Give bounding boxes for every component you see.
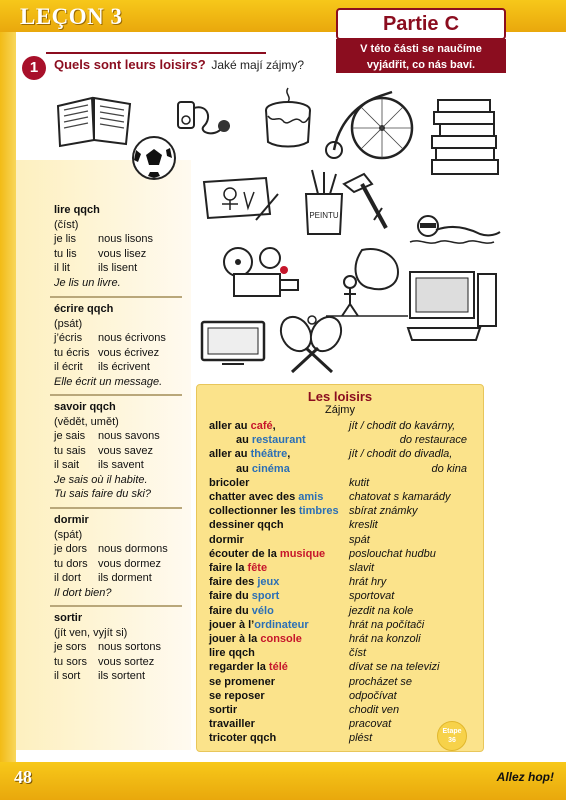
loisir-czech: jít / chodit do divadla, xyxy=(349,448,453,461)
loisir-french xyxy=(209,731,276,745)
loisir-french-part: , xyxy=(272,420,276,432)
loisir-french xyxy=(236,433,306,447)
section-title xyxy=(54,57,304,72)
conjugation-singular: tu écris xyxy=(54,346,90,359)
loisir-keyword: théâtre xyxy=(250,448,288,461)
conjugation-singular: tu sais xyxy=(54,444,86,457)
book-icon xyxy=(54,92,134,148)
loisir-french-part: dessiner qqch xyxy=(209,519,284,532)
loisir-czech: kutit xyxy=(349,476,370,489)
loisir-french-part: au xyxy=(236,434,252,447)
loisir-row xyxy=(209,490,479,504)
loisir-french-part: sortir xyxy=(209,704,238,716)
loisir-french-part: dormir xyxy=(209,533,244,546)
bicycle-icon xyxy=(322,88,422,160)
conjugation-singular: je lis xyxy=(54,233,77,245)
loisir-czech: odpočívat xyxy=(349,689,397,702)
conjugation-translation: (vědět, umět) xyxy=(54,415,119,428)
partie-label xyxy=(336,8,506,40)
tennis-rackets-icon xyxy=(274,314,354,374)
conjugation-translation: (spát) xyxy=(54,528,83,541)
partie-word: Partie xyxy=(382,13,439,35)
loisir-keyword: vélo xyxy=(251,604,274,617)
loisir-czech: dívat se na televizi xyxy=(349,661,440,674)
conjugation-plural: ils dorment xyxy=(98,572,152,584)
conjugation-divider xyxy=(50,296,182,298)
conjugation-row xyxy=(54,655,184,670)
section-number: 1 xyxy=(22,56,46,80)
loisir-french-part: aller au xyxy=(209,448,251,461)
conjugation-singular: il sort xyxy=(54,670,81,682)
conjugation-plural: ils lisent xyxy=(98,262,138,274)
partie-description-line2: vyjádřit, co nás baví. xyxy=(366,59,476,71)
conjugation-plural: ils sortent xyxy=(98,670,146,682)
conjugation-translation: (jít ven, vyjít si) xyxy=(54,626,128,639)
swimmer-icon xyxy=(406,206,502,254)
conjugation-example: Il dort bien? xyxy=(54,586,112,599)
title-rule xyxy=(46,52,266,54)
loisir-french xyxy=(209,490,323,504)
conjugation-singular: je sais xyxy=(54,430,86,442)
conjugation-singular: je dors xyxy=(54,543,88,555)
loisir-czech: číst xyxy=(349,647,367,660)
loisir-czech: kreslit xyxy=(349,519,378,532)
loisir-french xyxy=(209,689,265,703)
conjugation-row xyxy=(54,542,184,557)
computer-icon xyxy=(404,266,500,346)
loisir-french xyxy=(209,476,249,490)
conjugation-verb: écrire qqch xyxy=(54,303,114,315)
loisir-czech: hrát na počítači xyxy=(349,618,425,631)
loisir-czech: sbírat známky xyxy=(349,505,418,518)
conjugation-example: Elle écrit un message. xyxy=(54,375,163,388)
loisir-french-part: faire des xyxy=(209,576,258,589)
side-band xyxy=(0,32,16,762)
loisirs-box xyxy=(196,384,484,752)
loisir-french xyxy=(209,632,302,646)
conjugation-singular: tu dors xyxy=(54,557,88,570)
loisir-french xyxy=(209,589,279,603)
loisir-french xyxy=(209,646,255,660)
conjugation-singular: je sors xyxy=(54,641,87,653)
page-number: 48 xyxy=(14,767,32,787)
loisir-french xyxy=(209,547,325,561)
loisir-french xyxy=(209,419,276,433)
conjugation-block xyxy=(54,611,184,684)
loisir-czech: pracovat xyxy=(349,718,392,731)
loisir-french-part: faire la xyxy=(209,562,248,574)
conjugation-plural: vous lisez xyxy=(98,247,147,260)
conjugation-row xyxy=(54,444,184,459)
partie-description-line1: V této části se naučíme xyxy=(360,43,482,55)
loisir-keyword: télé xyxy=(268,661,288,674)
conjugation-singular: tu lis xyxy=(54,247,77,260)
loisir-keyword: console xyxy=(260,633,302,645)
loisir-keyword: restaurant xyxy=(251,434,306,447)
loisir-row xyxy=(209,476,479,490)
loisir-french-part: jouer à la xyxy=(209,633,261,645)
conjugation-singular: j’écris xyxy=(54,332,83,344)
partie-description xyxy=(336,39,506,73)
loisir-czech: sportovat xyxy=(349,590,395,603)
conjugation-verb: savoir qqch xyxy=(54,401,116,413)
conjugation-singular: tu sors xyxy=(54,655,88,668)
loisir-french xyxy=(209,675,275,689)
loisir-french-part: aller au xyxy=(209,420,251,432)
loisir-french-part: travailler xyxy=(209,718,255,731)
etape-badge xyxy=(437,721,467,751)
loisir-row xyxy=(209,589,479,603)
loisir-row xyxy=(209,504,479,518)
brand-name: Allez hop! xyxy=(496,770,554,784)
conjugation-example: Je sais où il habite. xyxy=(54,473,148,486)
loisir-french xyxy=(209,447,290,461)
loisir-french-part: faire du xyxy=(209,604,252,617)
loisir-row xyxy=(209,632,479,646)
tv-icon xyxy=(198,318,270,368)
loisir-french-part: , xyxy=(287,448,291,461)
conjugation-singular: il écrit xyxy=(54,361,83,373)
loisir-keyword: amis xyxy=(298,491,324,503)
loisir-french-part: jouer à l’ xyxy=(209,618,255,631)
conjugation-plural: vous écrivez xyxy=(98,346,160,359)
lesson-title: LEÇON 3 xyxy=(20,4,123,29)
loisir-row xyxy=(209,575,479,589)
loisir-row xyxy=(209,675,479,689)
loisir-row xyxy=(209,433,479,447)
loisir-keyword: ordinateur xyxy=(254,618,309,631)
loisir-row xyxy=(209,561,479,575)
loisir-row xyxy=(209,462,479,476)
etape-number: 36 xyxy=(448,737,456,744)
loisir-french-part: faire du xyxy=(209,590,252,603)
conjugation-plural: nous écrivons xyxy=(98,332,166,344)
loisir-czech: hrát hry xyxy=(349,576,387,589)
cake-icon xyxy=(262,86,314,150)
conjugation-plural: vous savez xyxy=(98,444,154,457)
conjugation-singular: il sait xyxy=(54,459,80,471)
conjugation-divider xyxy=(50,605,182,607)
drawing-icon xyxy=(196,174,280,222)
loisir-row xyxy=(209,660,479,674)
loisir-french xyxy=(209,561,267,575)
loisir-keyword: jeux xyxy=(257,576,280,589)
conjugation-plural: ils écrivent xyxy=(98,361,150,373)
loisir-row xyxy=(209,533,479,547)
loisir-row xyxy=(209,689,479,703)
conjugation-singular: il lit xyxy=(54,262,70,274)
conjugation-verb: sortir xyxy=(54,612,83,624)
loisir-french xyxy=(209,717,255,731)
loisir-keyword: cinéma xyxy=(251,462,290,475)
loisir-czech: do restaurace xyxy=(399,434,467,447)
conjugation-row xyxy=(54,331,184,346)
loisir-keyword: café xyxy=(250,420,273,432)
loisir-french-part: lire qqch xyxy=(209,647,255,660)
conjugation-block xyxy=(54,203,184,290)
conjugation-row xyxy=(54,346,184,361)
loisir-french xyxy=(209,618,309,632)
loisir-french xyxy=(209,604,274,618)
loisir-french xyxy=(209,575,279,589)
conjugation-plural: nous dormons xyxy=(98,543,168,555)
loisir-czech: hrát na konzoli xyxy=(349,633,421,645)
loisir-french-part: au xyxy=(236,462,252,475)
loisir-row xyxy=(209,618,479,632)
conjugation-verb: lire qqch xyxy=(54,204,100,216)
conjugation-example: Je lis un livre. xyxy=(54,276,121,289)
loisir-row xyxy=(209,646,479,660)
conjugation-verb: dormir xyxy=(54,514,89,526)
conjugation-plural: nous savons xyxy=(98,430,160,442)
conjugation-translation: (psát) xyxy=(54,317,83,330)
loisir-czech: poslouchat hudbu xyxy=(349,547,436,560)
walkers-icon xyxy=(322,246,412,318)
loisir-french-part: bricoler xyxy=(209,476,250,489)
mp3-player-icon xyxy=(174,98,238,144)
loisir-row xyxy=(209,547,479,561)
section-title-fr: Quels sont leurs loisirs? xyxy=(54,57,206,72)
conjugation-plural: ils savent xyxy=(98,459,144,471)
loisir-czech: jezdit na kole xyxy=(349,604,414,617)
loisir-czech: chatovat s kamarády xyxy=(349,491,451,503)
conjugation-plural: vous sortez xyxy=(98,655,155,668)
loisir-french xyxy=(209,504,339,518)
conjugation-example: Tu sais faire du ski? xyxy=(54,488,152,500)
loisir-french-part: tricoter qqch xyxy=(209,732,277,745)
loisir-french-part: regarder la xyxy=(209,661,269,674)
loisir-french-part: se reposer xyxy=(209,689,265,702)
partie-letter: C xyxy=(444,13,460,35)
loisir-czech: jít / chodit do kavárny, xyxy=(349,420,456,432)
hammer-icon xyxy=(334,170,394,234)
loisir-french-part: collectionner les xyxy=(209,505,299,518)
conjugation-row xyxy=(54,360,184,375)
conjugation-row xyxy=(54,640,184,655)
conjugation-block xyxy=(54,302,184,389)
loisir-row xyxy=(209,419,479,433)
loisir-czech: do kina xyxy=(431,462,467,475)
loisir-keyword: fête xyxy=(247,562,268,574)
loisir-czech: slavit xyxy=(349,562,375,574)
film-projector-icon xyxy=(216,244,308,304)
section-title-cz: Jaké mají zájmy? xyxy=(211,58,305,72)
loisir-french-part: écouter de la xyxy=(209,547,280,560)
loisir-czech: plést xyxy=(349,732,373,745)
loisirs-subtitle: Zájmy xyxy=(325,404,355,416)
loisir-french xyxy=(209,533,244,547)
conjugation-plural: vous dormez xyxy=(98,557,161,570)
conjugation-row xyxy=(54,232,184,247)
loisir-french xyxy=(209,703,237,717)
conjugation-row xyxy=(54,429,184,444)
conjugation-divider xyxy=(50,507,182,509)
conjugation-divider xyxy=(50,394,182,396)
conjugation-row xyxy=(54,571,184,586)
loisir-french xyxy=(209,660,288,674)
conjugation-plural: nous sortons xyxy=(98,641,161,653)
conjugation-row xyxy=(54,669,184,684)
loisirs-title: Les loisirs xyxy=(307,389,373,404)
conjugation-block xyxy=(54,400,184,502)
etape-label: Etape xyxy=(442,728,462,735)
loisir-french xyxy=(236,462,290,476)
conjugation-row xyxy=(54,458,184,473)
conjugation-row xyxy=(54,557,184,572)
conjugation-singular: il dort xyxy=(54,572,81,584)
loisir-keyword: timbres xyxy=(298,505,339,518)
footer-band xyxy=(0,762,566,800)
loisir-french xyxy=(209,518,284,532)
loisir-czech: chodit ven xyxy=(349,704,400,716)
loisir-row xyxy=(209,518,479,532)
loisir-french-part: se promener xyxy=(209,675,276,688)
svg-text:PEINTU: PEINTU xyxy=(309,211,339,220)
conjugation-row xyxy=(54,247,184,262)
conjugation-block xyxy=(54,513,184,600)
loisir-row xyxy=(209,703,479,717)
loisir-row xyxy=(209,604,479,618)
loisir-czech: spát xyxy=(349,533,370,546)
conjugation-row xyxy=(54,261,184,276)
loisir-keyword: sport xyxy=(251,590,280,603)
conjugation-plural: nous lisons xyxy=(98,233,154,245)
loisir-keyword: musique xyxy=(279,547,326,560)
loisir-czech: procházet se xyxy=(349,675,412,688)
loisir-row xyxy=(209,447,479,461)
books-stack-icon xyxy=(430,96,502,180)
conjugation-translation: (číst) xyxy=(54,218,79,231)
loisir-french-part: chatter avec des xyxy=(209,491,299,503)
soccer-ball-icon xyxy=(130,134,178,182)
